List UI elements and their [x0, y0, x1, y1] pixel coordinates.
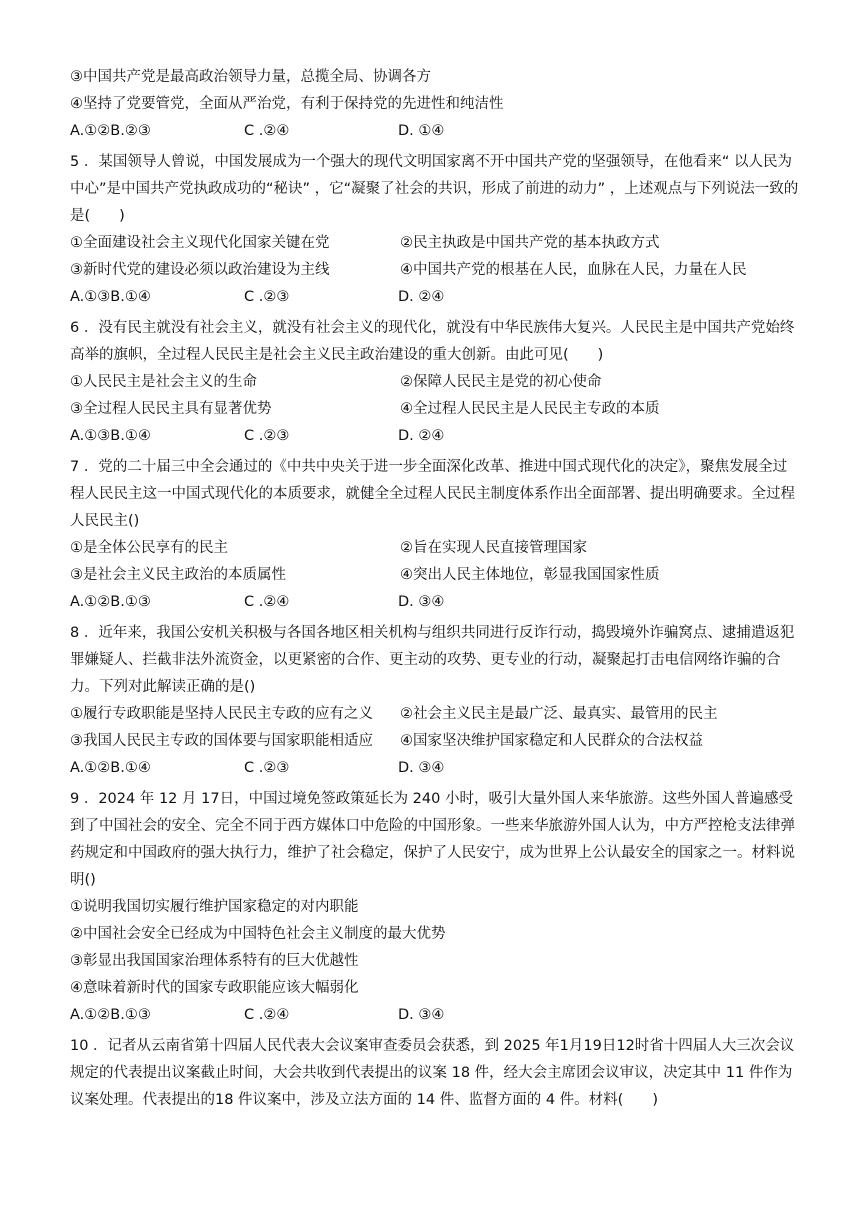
choice-row: [70, 562, 800, 589]
choice-item: ①人民民主是社会主义的生命: [70, 374, 257, 390]
answer-options: [70, 118, 800, 145]
option-d: D. ③④: [398, 760, 445, 776]
choice-item: ③全过程人民民主具有显著优势: [70, 401, 272, 417]
option-c: C .②④: [244, 123, 290, 139]
option-d: D. ②④: [398, 289, 445, 305]
choice-item: ②民主执政是中国共产党的基本执政方式: [400, 235, 660, 251]
option-c: C .②④: [244, 1007, 290, 1023]
question-stem: 9 ．2024 年 12 月 17日，中国过境免签政策延长为 240 小时，吸引大量外国人来华旅游。这些外国人普遍感受到了中国社会的安全、完全不同于西方媒体口中危险的中国形象。一些来华旅游外国人认为，中方严控枪支法律弹药规定和中国政府的强大执行力，维护了社会稳定，保护了人民安宁，成为世界上公认最安全的国家之一。材料说明(): [70, 791, 795, 888]
choice-item: ③我国人民民主专政的国体要与国家职能相适应: [70, 733, 373, 749]
choice-item: ④意味着新时代的国家专政职能应该大幅弱化: [70, 980, 359, 996]
answer-options: [70, 423, 800, 450]
choice-item: ②旨在实现人民直接管理国家: [400, 540, 587, 556]
prev-question: [70, 64, 800, 145]
option-ab: A.①②B.①④: [70, 760, 151, 776]
option-d: D. ②④: [398, 428, 445, 444]
choice-item: ①履行专政职能是坚持人民民主专政的应有之义: [70, 706, 373, 722]
choice-item: ④坚持了党要管党，全面从严治党，有利于保持党的先进性和纯洁性: [70, 96, 504, 112]
choice-item: ④中国共产党的根基在人民，血脉在人民，力量在人民: [400, 262, 747, 278]
question-9: [70, 786, 800, 1029]
choice-item: ④全过程人民民主是人民民主专政的本质: [400, 401, 660, 417]
choice-item: ②社会主义民主是最广泛、最真实、最管用的民主: [400, 706, 718, 722]
exam-page: [70, 64, 800, 1114]
choice-row: [70, 369, 800, 396]
question-stem: 10 ．记者从云南省第十四届人民代表大会议案审查委员会获悉，到 2025 年1月19日12时省十四届人大三次会议规定的代表提出议案截止时间，大会共收到代表提出的议案 18 件，经大会主席团会议审议，决定其中 11 件作为议案处理。代表提出的18 件议案中，涉及立法方面的 14 件、监督方面的 4 件。材料( ): [70, 1038, 795, 1108]
option-d: D. ①④: [398, 123, 445, 139]
option-ab: A.①②B.①③: [70, 1007, 151, 1023]
choice-item: ④国家坚决维护国家稳定和人民群众的合法权益: [400, 733, 703, 749]
question-8: [70, 620, 800, 782]
choice-row: [70, 728, 800, 755]
choice-item: ②中国社会安全已经成为中国特色社会主义制度的最大优势: [70, 926, 446, 942]
option-c: C .②③: [244, 289, 290, 305]
choice-item: ③彰显出我国国家治理体系特有的巨大优越性: [70, 953, 359, 969]
option-ab: A.①②B.①③: [70, 594, 151, 610]
option-c: C .②③: [244, 760, 290, 776]
option-d: D. ③④: [398, 594, 445, 610]
choice-item: ③新时代党的建设必须以政治建设为主线: [70, 262, 330, 278]
option-c: C .②③: [244, 428, 290, 444]
question-6: [70, 315, 800, 450]
choice-item: ③中国共产党是最高政治领导力量，总揽全局、协调各方: [70, 69, 431, 85]
answer-options: [70, 284, 800, 311]
question-7: [70, 454, 800, 616]
option-ab: A.①③B.①④: [70, 428, 151, 444]
choice-item: ①是全体公民享有的民主: [70, 540, 228, 556]
option-ab: A.①③B.①④: [70, 289, 151, 305]
option-d: D. ③④: [398, 1007, 445, 1023]
answer-options: [70, 589, 800, 616]
option-c: C .②④: [244, 594, 290, 610]
choice-item: ①说明我国切实履行维护国家稳定的对内职能: [70, 899, 359, 915]
choice-row: [70, 257, 800, 284]
question-stem: 7 ．党的二十届三中全会通过的《中共中央关于进一步全面深化改革、推进中国式现代化的决定》，聚焦发展全过程人民民主这一中国式现代化的本质要求，就健全全过程人民民主制度体系作出全面部署、提出明确要求。全过程人民民主(): [70, 459, 795, 529]
option-ab: A.①②B.②③: [70, 123, 151, 139]
question-stem: 8 ．近年来，我国公安机关积极与各国各地区相关机构与组织共同进行反诈行动，捣毁境外诈骗窝点、逮捕遣返犯罪嫌疑人、拦截非法外流资金，以更紧密的合作、更主动的攻势、更专业的行动，凝聚起打击电信网络诈骗的合力。下列对此解读正确的是(): [70, 625, 795, 695]
choice-item: ①全面建设社会主义现代化国家关键在党: [70, 235, 330, 251]
question-stem: 5 ．某国领导人曾说，中国发展成为一个强大的现代文明国家离不开中国共产党的坚强领导，在他看来“ 以人民为中心”是中国共产党执政成功的“秘诀” ，它“凝聚了社会的共识，形成了前进的动力” ，上述观点与下列说法一致的是( ): [70, 154, 799, 224]
question-10: [70, 1033, 800, 1114]
choice-item: ④突出人民主体地位，彰显我国国家性质: [400, 567, 660, 583]
choice-row: [70, 230, 800, 257]
choice-item: ②保障人民民主是党的初心使命: [400, 374, 602, 390]
answer-options: [70, 755, 800, 782]
choice-row: [70, 701, 800, 728]
choice-row: [70, 535, 800, 562]
question-stem: 6 ．没有民主就没有社会主义，就没有社会主义的现代化，就没有中华民族伟大复兴。人民民主是中国共产党始终高举的旗帜，全过程人民民主是社会主义民主政治建设的重大创新。由此可见( ): [70, 320, 795, 363]
choice-item: ③是社会主义民主政治的本质属性: [70, 567, 286, 583]
answer-options: [70, 1002, 800, 1029]
question-5: [70, 149, 800, 311]
choice-row: [70, 396, 800, 423]
